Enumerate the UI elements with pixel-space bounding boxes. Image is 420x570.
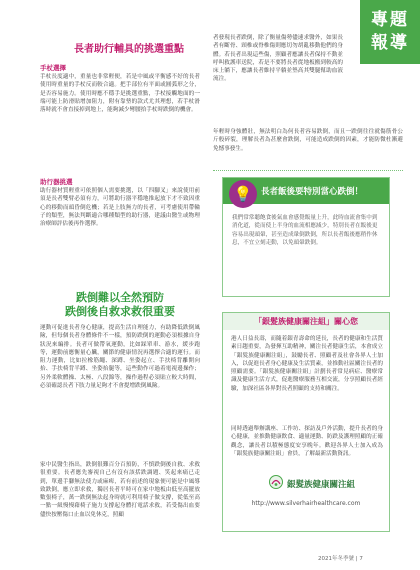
section-heading-walker: 助行器挑選: [40, 178, 73, 186]
paragraph-walker: 助行器材質輕重可依照個人需要挑選，以「四腳叉」來說使用前須是長者雙臂必須有力，可將助行器平穩地推起放下才不致因重心的移動而頭昏倒危機；若是上肢無力的長者，可考慮使用帶輪子的類型，無法判斷適合哪種類型的助行器，建議由醫生或物理治療師評估後再作選擇。: [40, 188, 200, 228]
subheading-fall-1: 跌倒難以全然預防: [76, 291, 164, 304]
paragraph-exercise: 運動可促進長者身心健康，提高生活自理能力，有助降低跌倒風險，但每個長者身體條件不一樣，預防跌倒的運動必須根據自身狀況來編排。長者可做帶氧運動，比如踩單車、游水，緩步跑等，運動前應衡量心臟，關節的健康情況再選擇合適的運行。而阻力運動，比如拉橡筋繩、深蹲、坐姿起立、手扶椅背離開向抬、手扶椅背半蹲、坐姿抬腿等，這些動作可過着電視邊操作；另外柔軟體操、太極、八段錦等，操作過程必須貼立較大時間，必須確認長者下肢力量足夠才不會提增跌倒風險。: [40, 325, 200, 390]
paragraph-caregiver: 者發現長者跌倒，除了衡量傷勢儘速求醫外，如果長者有斷骨、頸椎或脊椎傷則應切勿胡亂移動他們的身體。若長者出現這些傷，照顧者應讓長者保持不動並呼叫救護車送院，若是不要將長者從地板搬到較高的床上躺下，應讓長者維持平躺並墊高其雙腿幫助血液流注。: [213, 35, 343, 83]
paragraph-youth: 年輕時身強體壯，無法明白為何長者容易跌倒，而且一跌倒往往就傷筋骨公斤般碎裂，理解長者為甚麼會跌倒，可能造成跌倒的因素，才能防微杜漸避免憾事發生。: [213, 129, 403, 152]
section-heading-cane: 手杖選擇: [40, 64, 66, 72]
association-logo-text: 銀髮族健康關注組: [287, 480, 356, 490]
association-title: 「銀髮族健康關注組」關心您: [254, 317, 358, 326]
association-text-2: 同時透過舉辦講座、工作坊、探訪及戶外活動，提升長者的身心健康，並推動健康飲食、適量運動、防跌及護理照顧的正確觀念，讓長者以積極態度安享晚年。歡迎各界人士加入成為「銀髮族健康關注組」會員，了解最新活動資訊。: [231, 426, 383, 457]
paragraph-self-rescue: 家中民醫生指出，跌倒很難百分百預防，不慎跌倒後自救、求救很重要。長者應先審視自己有沒有該括跌調題、笑起來痛已走到，單邊手腳無法使力或麻痺，若有前述的現象便可能是中風導致跌倒，應立即求救，獨居長者平時可在家中地板由低至高擺放數張椅子，萬一跌倒無法起身時就可利用椅子做支撐，從低至高一點一級慢慢藉椅子施力支撐起身體打電話求救，若受傷出血要儘快按壓傷口止血以免休克，照顧: [40, 462, 200, 518]
divider-top: [213, 170, 403, 171]
paragraph-cane: 手杖長度適中，重量也非常輕便，若是中風或平衡感不好的長者使用時重量的手杖反而較合適。把手部位有平面或圓弧形之分，是否容易施力。使用時應不穩手是挑選重點，手杖接觸地面的一端可能上防滑貼增加阻力，附有靠墊的款式尤其理想，若手杖滑落時就不會直接掉到地上，能夠減少彎腰拾手杖時跌倒的機會。: [40, 74, 200, 114]
tip-text: 我們常常聽飽食後氣血會感覺飯量上升，此時血流會集中到消化道，從而使上半身的血流相應減少，特別長者在飯後更容易出現頭暈，甚至造成暈倒跌倒，所以長者飯後應稍作休息，不宜立刻走動，以免頭暈跌倒。: [232, 215, 378, 247]
association-text-1: 港人日益長壽，而隨着銀青壽命的延長，長者的健康和生活質素日趨重要，為發揮互助精神，關注長者健康生活，本會成立「銀髮族健康關注組」，鼓勵長者、照顧者及社會各界人士加入，以促進長者身心健康及生活質素，並推動社區關注長者的照顧需要。「銀髮族健康關注組」計劃長者常見病症、醫療常識及健康生活方式，促進醫療服務互相交流，分享照顧長者經驗，加深社區各界對長者照顧的支持和關注。: [231, 336, 383, 392]
association-url[interactable]: http://www.silverhairhealthcare.com: [251, 500, 361, 507]
badge-line-2: 報導: [371, 33, 409, 53]
subheading-fall-2: 跌倒後自救求救很重要: [65, 305, 175, 318]
page-footer: 2021年冬季號 | 7: [318, 556, 363, 562]
association-logo-icon: [269, 475, 283, 489]
tip-title: 長者飯後要特別當心跌倒！: [261, 187, 364, 197]
tip-box: [222, 177, 390, 297]
lightbulb-icon: 💡: [229, 180, 257, 208]
association-box: [222, 312, 390, 532]
article-title: 長者助行輔具的挑選重點: [74, 44, 184, 55]
corner-badge: [360, 0, 420, 64]
badge-line-1: 專題: [371, 10, 409, 30]
